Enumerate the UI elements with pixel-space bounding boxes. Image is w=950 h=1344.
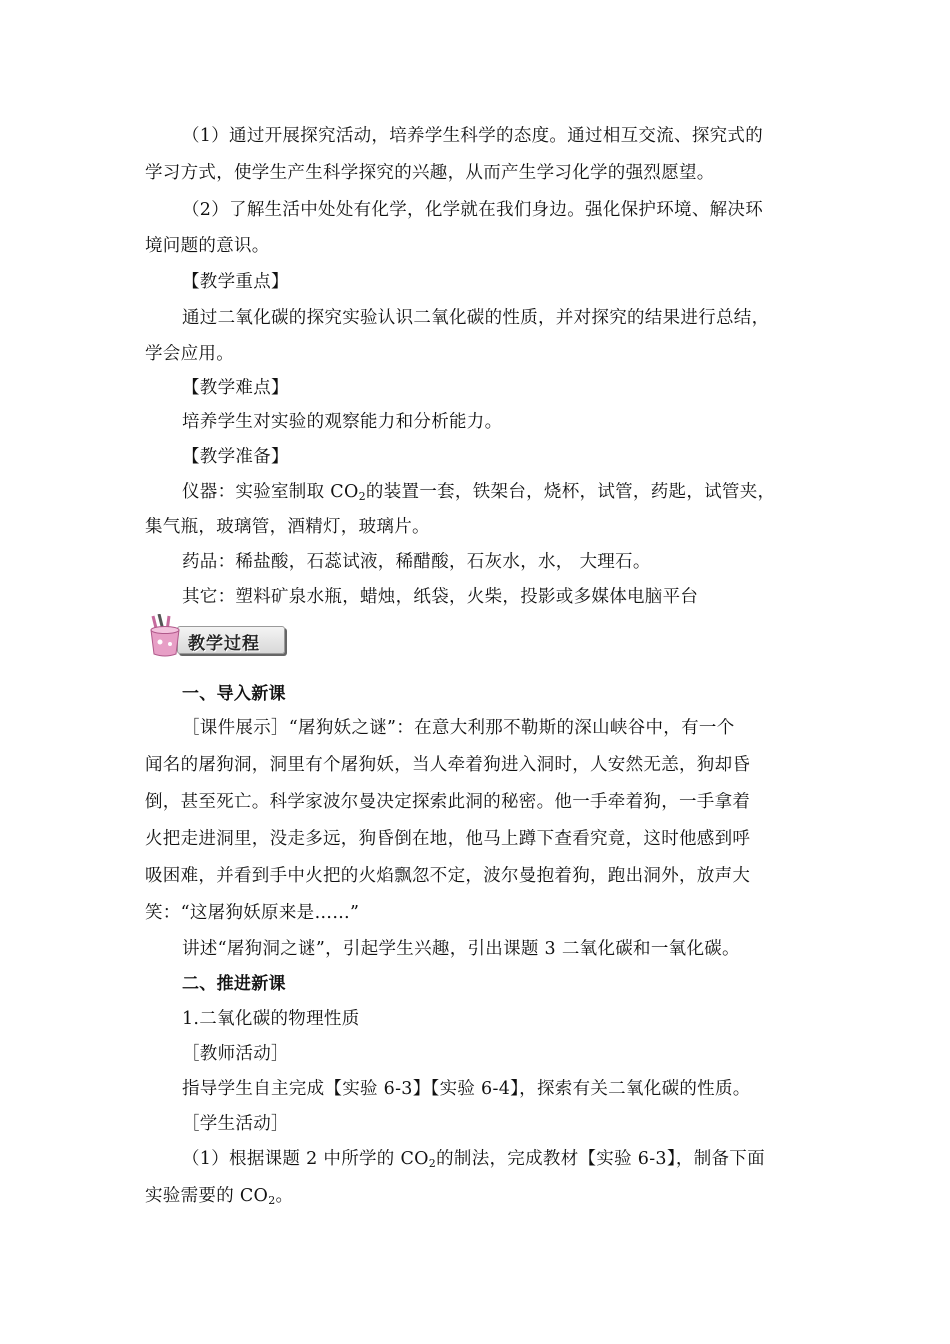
paragraph-line: （2）了解生活中处处有化学，化学就在我们身边。强化保护环境、解决环 — [182, 200, 764, 220]
paragraph-line: 吸困难，并看到手中火把的火焰飘忽不定，波尔曼抱着狗，跑出洞外，放声大 — [145, 866, 751, 886]
paragraph-line: ［课件展示］“屠狗妖之谜”：在意大利那不勒斯的深山峡谷中，有一个 — [182, 718, 735, 738]
paragraph-line: 指导学生自主完成【实验 6-3】【实验 6-4】，探索有关二氧化碳的性质。 — [182, 1079, 751, 1099]
paragraph-line: ［教师活动］ — [182, 1044, 289, 1064]
paragraph-line: 1.二氧化碳的物理性质 — [182, 1009, 360, 1029]
text-run: 仪器：实验室制取 CO — [182, 482, 359, 502]
section-heading-new-lesson: 二、推进新课 — [182, 974, 286, 994]
section-banner — [143, 614, 285, 658]
paragraph-line: 培养学生对实验的观察能力和分析能力。 — [182, 412, 503, 432]
paragraph-line: 集气瓶，玻璃管，酒精灯，玻璃片。 — [145, 517, 430, 537]
subscript: 2 — [268, 1194, 276, 1207]
banner-box — [177, 626, 285, 654]
text-run: 的装置一套，铁架台，烧杯，试管，药匙，试管夹， — [365, 482, 776, 502]
paragraph-line: （1）通过开展探究活动，培养学生科学的态度。通过相互交流、探究式的 — [182, 126, 764, 146]
paragraph-line: 笑：“这屠狗妖原来是……” — [145, 903, 360, 923]
paragraph-line: 通过二氧化碳的探究实验认识二氧化碳的性质，并对探究的结果进行总结， — [182, 308, 770, 328]
paragraph-line-co2-need — [145, 1184, 815, 1208]
paragraph-line-instruments — [182, 480, 852, 504]
text-run: （1）根据课题 2 中所学的 CO — [182, 1149, 429, 1169]
section-heading-keypoint: 【教学重点】 — [182, 272, 289, 292]
subscript: 2 — [358, 490, 366, 503]
pencil-cup-icon — [143, 614, 187, 658]
paragraph-line: 其它：塑料矿泉水瓶，蜡烛，纸袋，火柴，投影或多媒体电脑平台 — [182, 587, 699, 607]
paragraph-line: 火把走进洞里，没走多远，狗昏倒在地，他马上蹲下查看究竟，这时他感到呼 — [145, 829, 751, 849]
paragraph-line: 药品：稀盐酸，石蕊试液，稀醋酸，石灰水，水， 大理石。 — [182, 552, 651, 572]
paragraph-line: ［学生活动］ — [182, 1114, 289, 1134]
text-run: 实验需要的 CO — [145, 1186, 269, 1206]
section-heading-difficulty: 【教学难点】 — [182, 378, 289, 398]
paragraph-line: 学习方式，使学生产生科学探究的兴趣，从而产生学习化学的强烈愿望。 — [145, 163, 715, 183]
paragraph-line: 闻名的屠狗洞，洞里有个屠狗妖，当人牵着狗进入洞时，人安然无恙，狗却昏 — [145, 755, 751, 775]
paragraph-line: 讲述“屠狗洞之谜”，引起学生兴趣，引出课题 3 二氧化碳和一氧化碳。 — [182, 939, 740, 959]
banner-title: 教学过程 — [188, 634, 260, 654]
paragraph-line: 境问题的意识。 — [145, 236, 270, 256]
paragraph-line: 倒，甚至死亡。科学家波尔曼决定探索此洞的秘密。他一手牵着狗，一手拿着 — [145, 792, 751, 812]
section-heading-intro: 一、导入新课 — [182, 684, 286, 704]
section-heading-prep: 【教学准备】 — [182, 447, 289, 467]
subscript: 2 — [428, 1157, 437, 1170]
paragraph-line: 学会应用。 — [145, 344, 234, 364]
text-run: 。 — [275, 1186, 294, 1206]
text-run: 的制法，完成教材【实验 6-3】，制备下面 — [436, 1149, 765, 1169]
paragraph-line-co2-prep — [182, 1147, 852, 1171]
